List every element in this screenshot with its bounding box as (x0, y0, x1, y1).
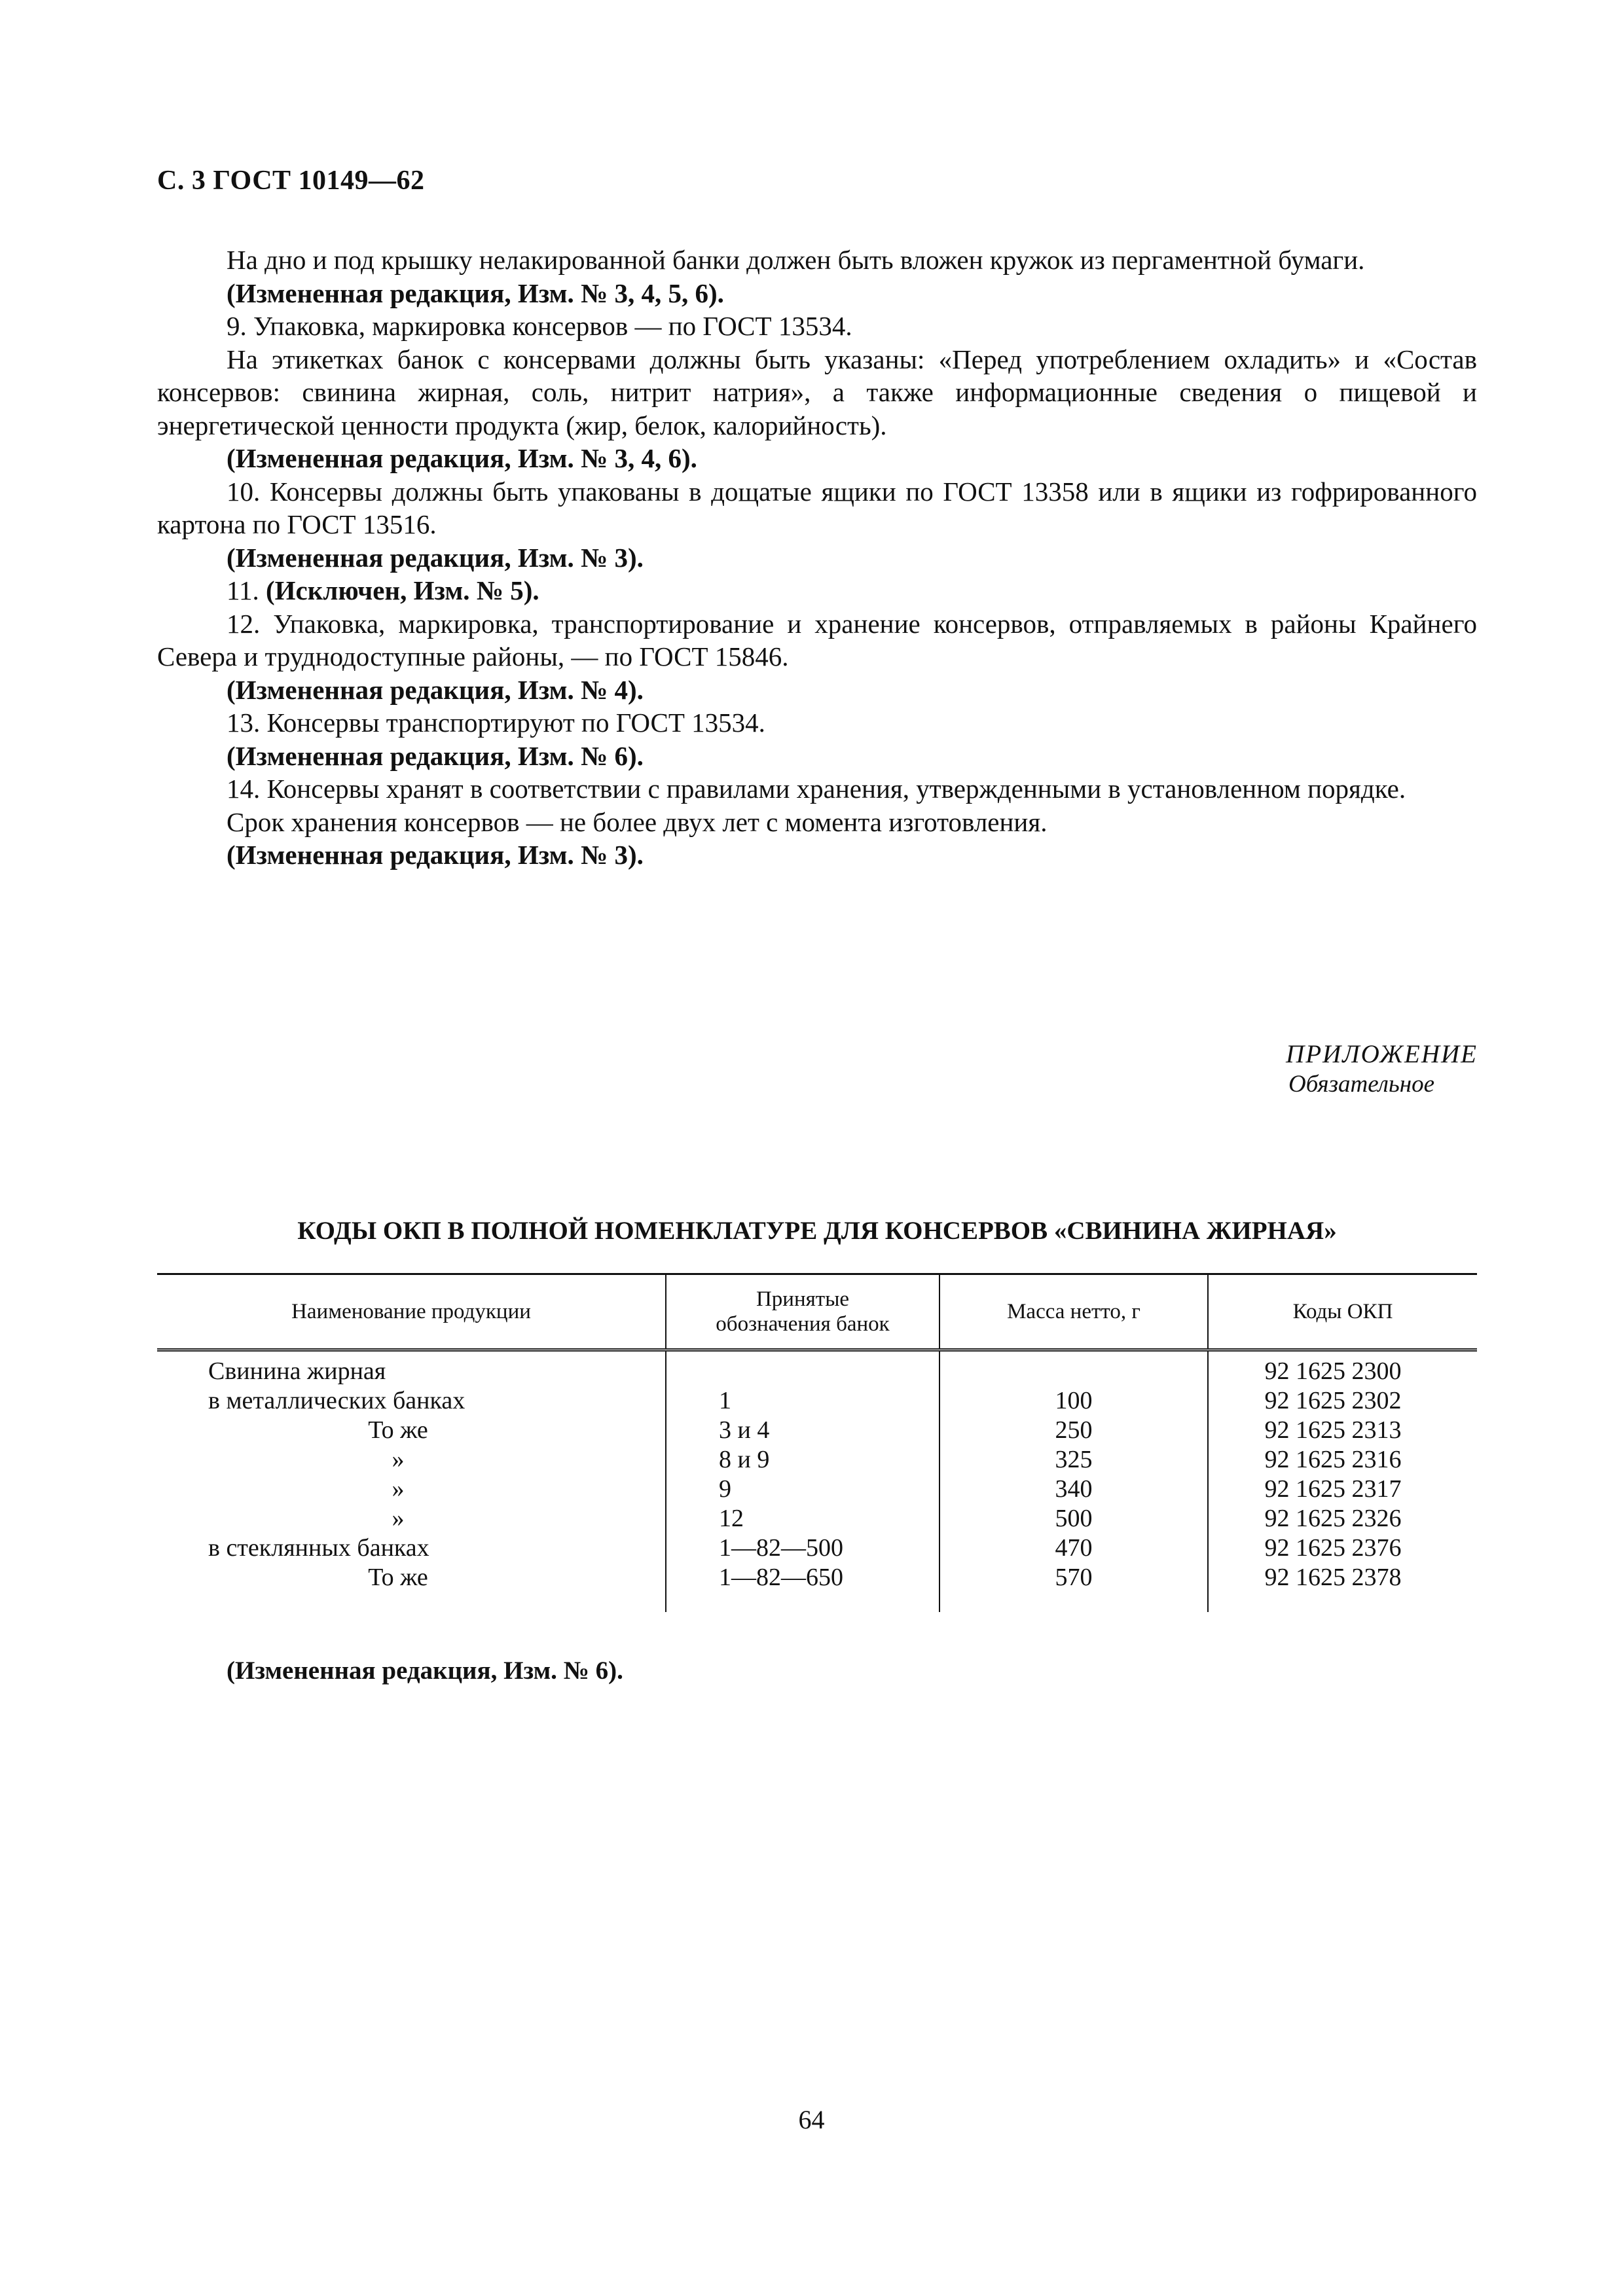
amendment-note: (Измененная редакция, Изм. № 4). (227, 674, 644, 705)
cell-code: 92 1625 2316 (1208, 1445, 1477, 1475)
table-row (157, 1563, 1477, 1612)
cell-name: То же (368, 1564, 428, 1591)
cell-name: в стеклянных банках (208, 1534, 429, 1562)
header-can-line1: Принятые (756, 1287, 850, 1311)
table-row (157, 1534, 1477, 1563)
cell-can: 9 (666, 1475, 939, 1504)
cell-code: 92 1625 2378 (1208, 1563, 1477, 1612)
clause-10: 10. Консервы должны быть упакованы в дощатые ящики по ГОСТ 13358 или в ящики из гофрированного картона по ГОСТ 13516. (157, 476, 1477, 539)
document-body (157, 243, 1477, 872)
cell-mass: 100 (939, 1386, 1208, 1416)
cell-code: 92 1625 2376 (1208, 1534, 1477, 1563)
cell-can: 3 и 4 (666, 1416, 939, 1445)
cell-code: 92 1625 2302 (1208, 1386, 1477, 1416)
table-amendment-note: (Измененная редакция, Изм. № 6). (227, 1657, 623, 1685)
cell-mass: 470 (939, 1534, 1208, 1563)
cell-can: 1 (666, 1386, 939, 1416)
amendment-note: (Измененная редакция, Изм. № 3). (227, 542, 644, 573)
cell-mass: 500 (939, 1504, 1208, 1534)
cell-code: 92 1625 2317 (1208, 1475, 1477, 1504)
cell-mass: 340 (939, 1475, 1208, 1504)
table-row (157, 1445, 1477, 1475)
table-row (157, 1386, 1477, 1416)
cell-mass: 570 (939, 1563, 1208, 1612)
cell-mass: 250 (939, 1416, 1208, 1445)
cell-can: 8 и 9 (666, 1445, 939, 1475)
clause-12: 12. Упаковка, маркировка, транспортирование и хранение консервов, отправляемых в районы Крайнего Севера и труднодоступные районы, — по ГОСТ 15846. (157, 608, 1477, 672)
paragraph-labels: На этикетках банок с консервами должны быть указаны: «Перед употреблением охладить» и «Состав консервов: свинина жирная, соль, нитрит натрия», а также информационные сведения о пищевой и энергетической ценности продукта (жир, белок, калорийность). (157, 344, 1477, 440)
table-caption: КОДЫ ОКП В ПОЛНОЙ НОМЕНКЛАТУРЕ ДЛЯ КОНСЕРВОВ «СВИНИНА ЖИРНАЯ» (297, 1217, 1337, 1245)
cell-can: 12 (666, 1504, 939, 1534)
clause-11-excluded: (Исключен, Изм. № 5). (265, 575, 539, 605)
amendment-note: (Измененная редакция, Изм. № 3). (227, 840, 644, 870)
paragraph-shelf-life: Срок хранения консервов — не более двух лет с момента изготовления. (227, 806, 1048, 837)
cell-code: 92 1625 2326 (1208, 1504, 1477, 1534)
cell-name: » (392, 1505, 405, 1532)
cell-name: » (392, 1446, 405, 1473)
clause-9: 9. Упаковка, маркировка консервов — по ГОСТ 13534. (227, 311, 852, 341)
header-can-designation (666, 1274, 939, 1350)
table-row (157, 1504, 1477, 1534)
okp-codes-table (157, 1273, 1477, 1612)
cell-can: 1—82—500 (666, 1534, 939, 1563)
cell-mass (939, 1350, 1208, 1387)
header-can-line2: обозначения банок (716, 1312, 890, 1336)
cell-code: 92 1625 2313 (1208, 1416, 1477, 1445)
clause-13: 13. Консервы транспортируют по ГОСТ 13534. (227, 708, 765, 738)
appendix-title: ПРИЛОЖЕНИЕ (1286, 1040, 1478, 1068)
clause-11-number: 11. (227, 575, 259, 605)
appendix-subtitle: Обязательное (1288, 1071, 1434, 1098)
cell-name: » (392, 1475, 405, 1503)
table-row (157, 1350, 1477, 1387)
page-header: С. 3 ГОСТ 10149—62 (157, 166, 425, 196)
table-header-row (157, 1274, 1477, 1350)
cell-name: То же (368, 1416, 428, 1444)
header-product-name: Наименование продукции (157, 1274, 666, 1350)
page-number: 64 (798, 2105, 825, 2134)
clause-11 (157, 574, 1477, 607)
amendment-note: (Измененная редакция, Изм. № 3, 4, 6). (227, 443, 697, 473)
cell-name: Свинина жирная (208, 1357, 386, 1385)
cell-can (666, 1350, 939, 1387)
header-net-mass: Масса нетто, г (939, 1274, 1208, 1350)
okp-table-container (157, 1273, 1477, 1612)
header-okp-code: Коды ОКП (1208, 1274, 1477, 1350)
amendment-note: (Измененная редакция, Изм. № 6). (227, 740, 644, 771)
table-row (157, 1475, 1477, 1504)
table-row (157, 1416, 1477, 1445)
paragraph-parchment: На дно и под крышку нелакированной банки должен быть вложен кружок из пергаментной бумаги. (227, 245, 1365, 275)
appendix-heading (1286, 1039, 1478, 1098)
cell-can: 1—82—650 (666, 1563, 939, 1612)
cell-mass: 325 (939, 1445, 1208, 1475)
cell-code: 92 1625 2300 (1208, 1350, 1477, 1387)
clause-14: 14. Консервы хранят в соответствии с правилами хранения, утвержденными в установленном порядке. (227, 774, 1406, 804)
amendment-note: (Измененная редакция, Изм. № 3, 4, 5, 6). (227, 278, 724, 308)
cell-name: в металлических банках (208, 1387, 465, 1414)
